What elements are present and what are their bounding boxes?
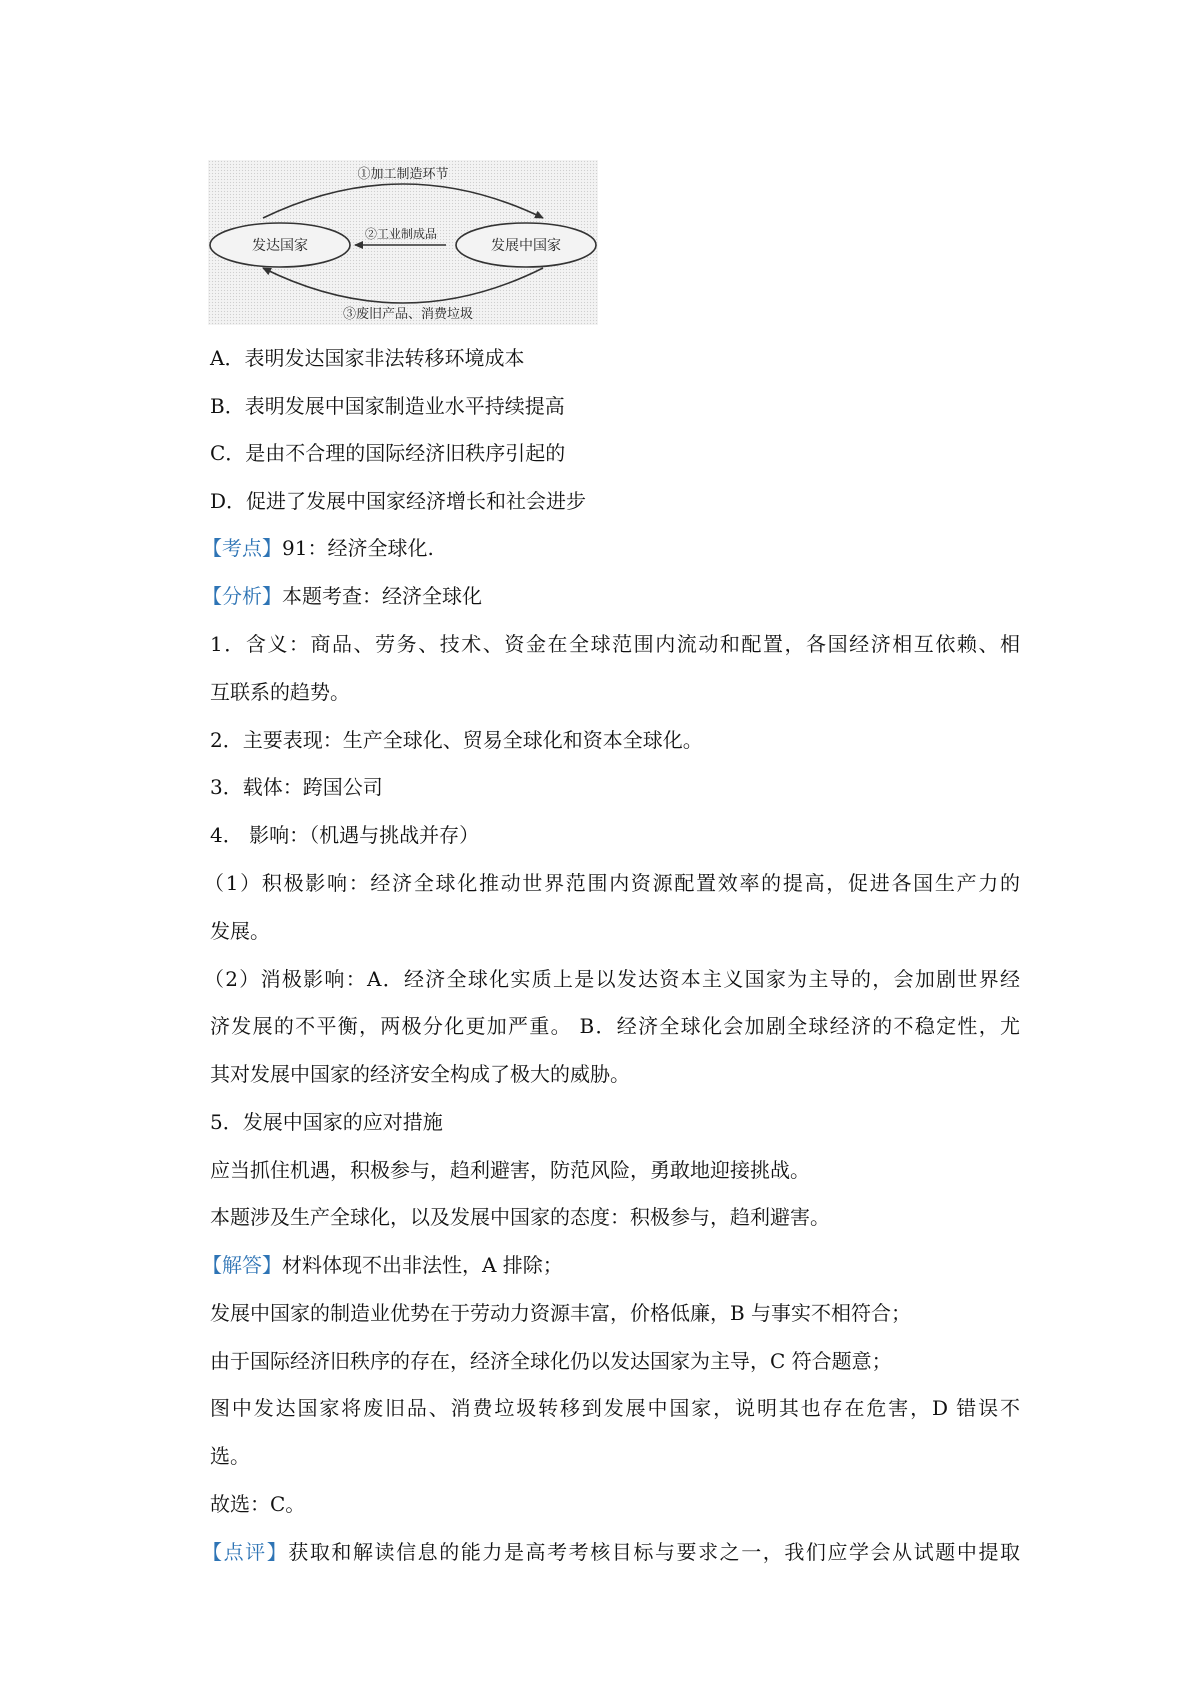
- option-c: C．是由不合理的国际经济旧秩序引起的: [210, 441, 566, 465]
- option-a: A．表明发达国家非法转移环境成本: [210, 346, 525, 370]
- top-flow-arrow: [263, 184, 543, 218]
- flow-diagram-svg: [208, 160, 598, 325]
- bottom-flow-label: ③废旧产品、消费垃圾: [342, 307, 474, 322]
- flow-diagram: [208, 160, 598, 325]
- fenxi-line-2: 互联系的趋势。: [210, 680, 350, 704]
- fenxi-line-10: 其对发展中国家的经济安全构成了极大的威胁。: [210, 1062, 630, 1086]
- jieda-tag: 【解答】: [202, 1253, 282, 1277]
- bottom-flow-arrow: [263, 268, 543, 303]
- jieda-line-1: 发展中国家的制造业优势在于劳动力资源丰富，价格低廉，B 与事实不相符合；: [210, 1301, 912, 1325]
- fenxi-line-9: 济发展的不平衡，两极分化更加严重。 B．经济全球化会加剧全球经济的不稳定性，尤: [210, 1014, 1020, 1038]
- fenxi-line-3: 2．主要表现：生产全球化、贸易全球化和资本全球化。: [210, 728, 703, 752]
- option-b: B．表明发展中国家制造业水平持续提高: [210, 394, 565, 418]
- fenxi-line-12: 应当抓住机遇，积极参与，趋利避害，防范风险，勇敢地迎接挑战。: [210, 1158, 810, 1182]
- fenxi-text: 本题考查：经济全球化: [282, 584, 482, 608]
- jieda-line-5: 故选：C。: [210, 1492, 306, 1516]
- option-d: D．促进了发展中国家经济增长和社会进步: [210, 489, 587, 513]
- jieda-line-2: 由于国际经济旧秩序的存在，经济全球化仍以发达国家为主导，C 符合题意；: [210, 1349, 892, 1373]
- fenxi-tag: 【分析】: [202, 584, 282, 608]
- middle-flow-label: ②工业制成品: [364, 227, 438, 241]
- kaodian-text: 91：经济全球化.: [282, 536, 434, 560]
- fenxi-line: [202, 584, 1012, 608]
- fenxi-line-7: 发展。: [210, 919, 270, 943]
- top-flow-label: ①加工制造环节: [357, 167, 449, 182]
- dianping-line: [202, 1540, 1020, 1564]
- jieda-line: [202, 1253, 1012, 1277]
- kaodian-tag: 【考点】: [202, 536, 282, 560]
- developing-country-label: 发展中国家: [491, 238, 561, 254]
- kaodian-line: [202, 536, 1012, 560]
- jieda-line-3: 图中发达国家将废旧品、消费垃圾转移到发展中国家，说明其也存在危害，D 错误不: [210, 1396, 1020, 1420]
- fenxi-line-4: 3．载体：跨国公司: [210, 775, 383, 799]
- fenxi-line-13: 本题涉及生产全球化，以及发展中国家的态度：积极参与，趋利避害。: [210, 1205, 830, 1229]
- jieda-text: 材料体现不出非法性，A 排除；: [282, 1253, 563, 1277]
- developed-country-label: 发达国家: [252, 238, 308, 254]
- fenxi-line-11: 5．发展中国家的应对措施: [210, 1110, 443, 1134]
- fenxi-line-6: （1）积极影响：经济全球化推动世界范围内资源配置效率的提高，促进各国生产力的: [204, 871, 1020, 895]
- dianping-tag: 【点评】: [202, 1540, 289, 1564]
- jieda-line-4: 选。: [210, 1444, 250, 1468]
- fenxi-line-5: 4． 影响：（机遇与挑战并存）: [210, 823, 480, 847]
- dianping-text: 获取和解读信息的能力是高考考核目标与要求之一，我们应学会从试题中提取: [288, 1540, 1021, 1564]
- fenxi-line-1: 1．含义：商品、劳务、技术、资金在全球范围内流动和配置，各国经济相互依赖、相: [210, 632, 1020, 656]
- fenxi-line-8: （2）消极影响：A．经济全球化实质上是以发达资本主义国家为主导的，会加剧世界经: [204, 967, 1020, 991]
